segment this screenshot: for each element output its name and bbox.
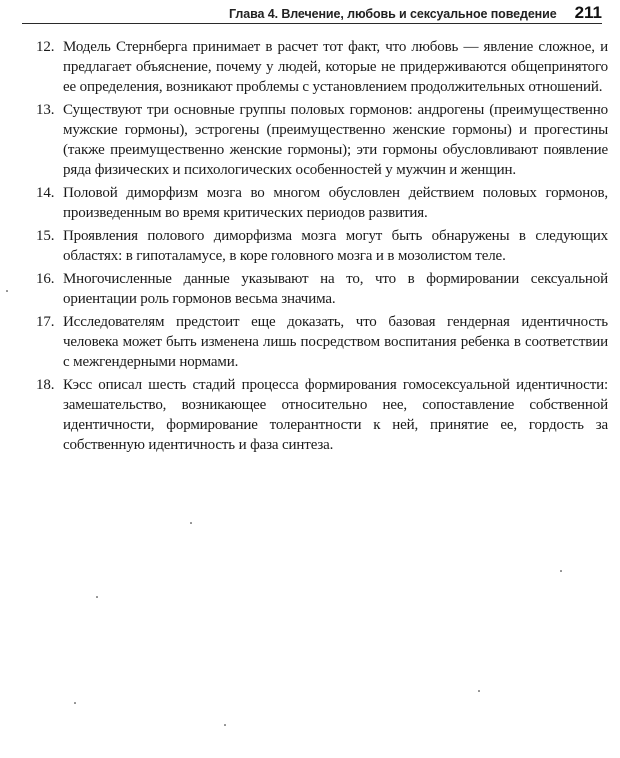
list-item xyxy=(36,183,608,223)
scan-speck xyxy=(96,596,98,598)
item-number: 17. xyxy=(36,314,55,330)
item-text: Существуют три основные группы половых гормонов: андрогены (преимущественно мужские гормоны), эстрогены (преимущественно женские гормоны) и прогестины (также преимущественно женские гормоны); эти гормоны обусловливают появление ряда физических и психологических особенностей у мужчин и женщин. xyxy=(63,102,608,178)
scan-speck xyxy=(478,690,480,692)
scan-speck xyxy=(6,290,8,292)
item-number: 16. xyxy=(36,271,55,287)
item-number: 13. xyxy=(36,102,55,118)
item-number: 14. xyxy=(36,185,55,201)
list-item xyxy=(36,100,608,180)
summary-list xyxy=(36,37,608,458)
list-item xyxy=(36,312,608,372)
item-text: Проявления полового диморфизма мозга могут быть обнаружены в следующих областях: в гипоталамусе, в коре головного мозга и в мозолистом теле. xyxy=(63,228,608,264)
running-header xyxy=(22,2,602,24)
scan-speck xyxy=(74,702,76,704)
item-number: 12. xyxy=(36,39,55,55)
list-item xyxy=(36,375,608,455)
item-text: Многочисленные данные указывают на то, что в формировании сексуальной ориентации роль гормонов весьма значима. xyxy=(63,271,608,307)
item-text: Половой диморфизм мозга во многом обусловлен действием половых гормонов, произведенным во время критических периодов развития. xyxy=(63,185,608,221)
list-item xyxy=(36,37,608,97)
chapter-title: Глава 4. Влечение, любовь и сексуальное поведение xyxy=(229,7,557,21)
scan-speck xyxy=(190,522,192,524)
item-number: 15. xyxy=(36,228,55,244)
list-item xyxy=(36,226,608,266)
item-text: Модель Стернберга принимает в расчет тот факт, что любовь — явление сложное, и предлагает объяснение, почему у людей, которые не придерживаются общепринятого ее определения, возникают проблемы с установлением продолжительных отношений. xyxy=(63,39,608,95)
scan-speck xyxy=(224,724,226,726)
item-text: Кэсс описал шесть стадий процесса формирования гомосексуальной идентичности: замешательство, возникающее относительно нее, сопоставление собственной идентичности, формирование толерантности к ней, принятие ее, гордость за собственную идентичность и фаза синтеза. xyxy=(63,377,608,453)
page-number: 211 xyxy=(574,3,602,22)
item-number: 18. xyxy=(36,377,55,393)
list-item xyxy=(36,269,608,309)
scan-speck xyxy=(560,570,562,572)
item-text: Исследователям предстоит еще доказать, что базовая гендерная идентичность человека может быть изменена лишь посредством воспитания ребенка в соответствии с межгендерными нормами. xyxy=(63,314,608,370)
